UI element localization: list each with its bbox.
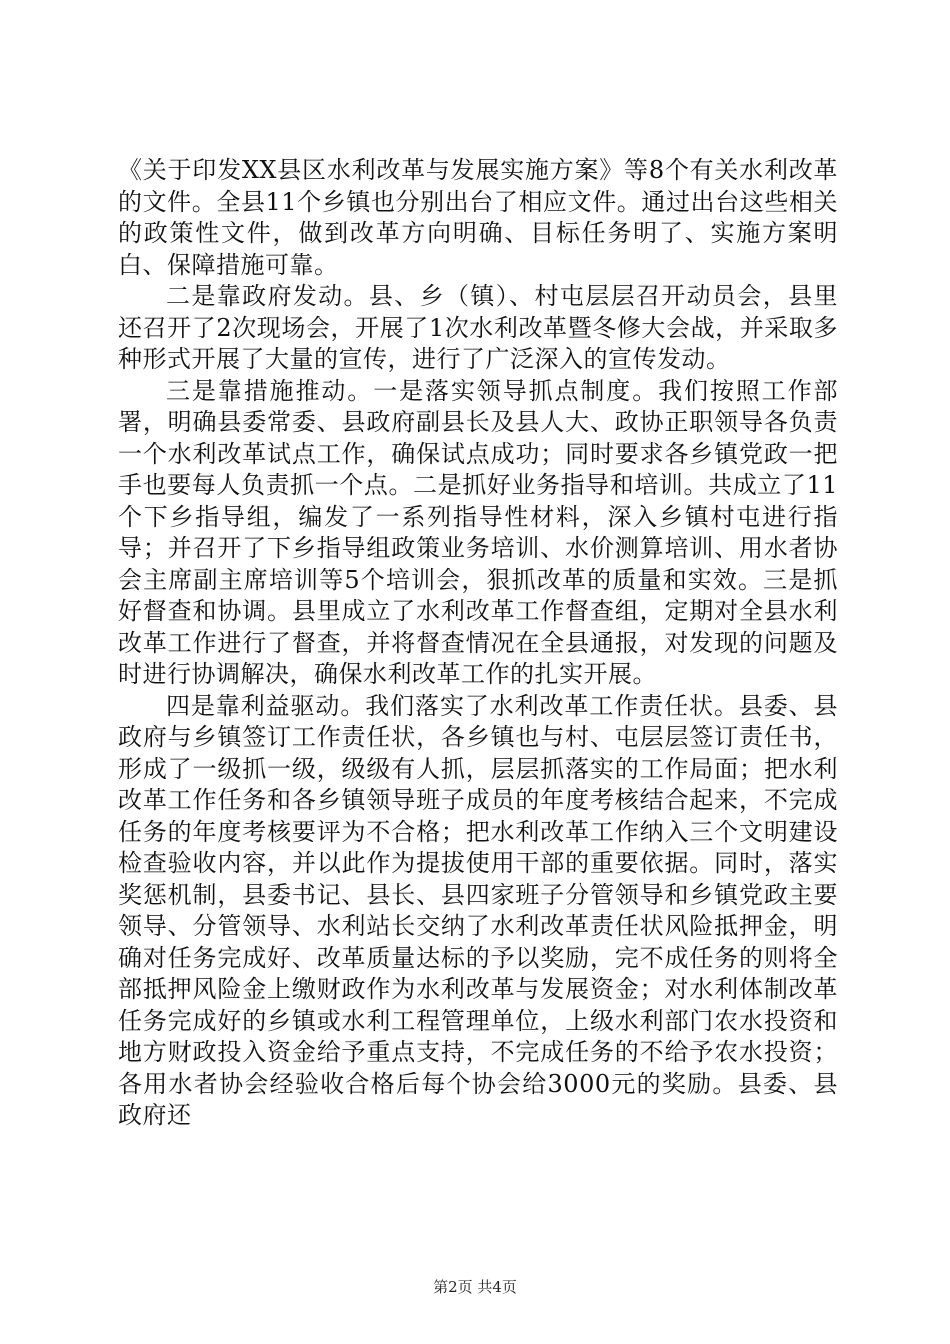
document-body — [118, 155, 838, 1132]
paragraph-3: 三是靠措施推动。一是落实领导抓点制度。我们按照工作部署，明确县委常委、县政府副县长及县人大、政协正职领导各负责一个水利改革试点工作，确保试点成功；同时要求各乡镇党政一把手也要每人负责抓一个点。二是抓好业务指导和培训。共成立了11个下乡指导组，编发了一系列指导性材料，深入乡镇村屯进行指导；并召开了下乡指导组政策业务培训、水价测算培训、用水者协会主席副主席培训等5个培训会，狠抓改革的质量和实效。三是抓好督查和协调。县里成立了水利改革工作督查组，定期对全县水利改革工作进行了督查，并将督查情况在全县通报，对发现的问题及时进行协调解决，确保水利改革工作的扎实开展。 — [118, 376, 838, 688]
paragraph-1: 《关于印发XX县区水利改革与发展实施方案》等8个有关水利改革的文件。全县11个乡镇也分别出台了相应文件。通过出台这些相关的政策性文件，做到改革方向明确、目标任务明了、实施方案明白、保障措施可靠。 — [118, 156, 838, 279]
page-number-footer: 第2页 共4页 — [433, 1278, 517, 1296]
paragraph-2: 二是靠政府发动。县、乡（镇）、村屯层层召开动员会，县里还召开了2次现场会，开展了1次水利改革暨冬修大会战，并采取多种形式开展了大量的宣传，进行了广泛深入的宣传发动。 — [118, 282, 838, 373]
paragraph-4: 四是靠利益驱动。我们落实了水利改革工作责任状。县委、县政府与乡镇签订工作责任状，各乡镇也与村、屯层层签订责任书，形成了一级抓一级，级级有人抓，层层抓落实的工作局面；把水利改革工作任务和各乡镇领导班子成员的年度考核结合起来，不完成任务的年度考核要评为不合格；把水利改革工作纳入三个文明建设检查验收内容，并以此作为提拔使用干部的重要依据。同时，落实奖惩机制，县委书记、县长、县四家班子分管领导和乡镇党政主要领导、分管领导、水利站长交纳了水利改革责任状风险抵押金，明确对任务完成好、改革质量达标的予以奖励，完不成任务的则将全部抵押风险金上缴财政作为水利改革与发展资金；对水利体制改革任务完成好的乡镇或水利工程管理单位，上级水利部门农水投资和地方财政投入资金给予重点支持，不完成任务的不给予农水投资；各用水者协会经验收合格后每个协会给3000元的奖励。县委、县政府还 — [118, 691, 838, 1129]
